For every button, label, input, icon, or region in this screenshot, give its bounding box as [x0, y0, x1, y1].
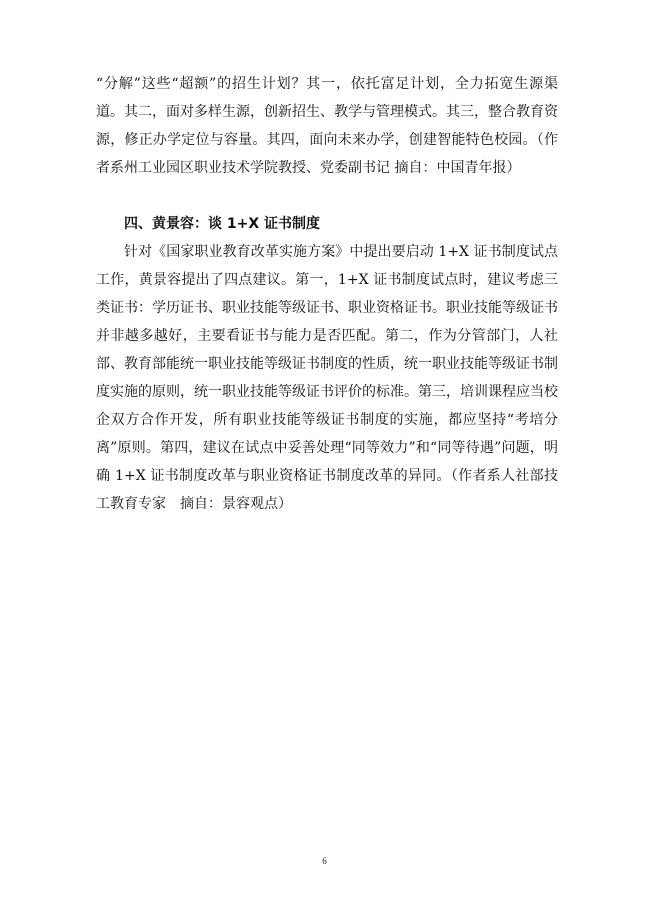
section-heading: 四、黄景容：谈 1+X 证书制度: [124, 216, 321, 232]
section-body-paragraph: 针对《国家职业教育改革实施方案》中提出要启动 1+X 证书制度试点工作，黄景容提出了四点建议。第一，1+X 证书制度试点时，建议考虑三类证书：学历证书、职业技能等级证书、职业资格证书。职业技能等级证书并非越多越好，主要看证书与能力是否匹配。第二，作为分管部门，人社部、教育部能统一职业技能等级证书制度的性质，统一职业技能等级证书制度实施的原则，统一职业技能等级证书评价的标准。第三，培训课程应当校企双方合作开发，所有职业技能等级证书制度的实施，都应坚持“考培分离”原则。第四，建议在试点中妥善处理“同等效力”和“同等待遇”问题，明确 1+X 证书制度改革与职业资格证书制度改革的异同。（作者系人社部技工教育专家 摘自：景容观点）: [96, 244, 558, 512]
page-number: 6: [322, 856, 327, 866]
continuation-paragraph: “分解”这些“超额”的招生计划？其一，依托富足计划，全力拓宽生源渠道。其二，面对多样生源，创新招生、教学与管理模式。其三，整合教育资源，修正办学定位与容量。其四，面向未来办学，创建智能特色校园。（作者系州工业园区职业技术学院教授、党委副书记 摘自：中国青年报）: [96, 76, 558, 176]
